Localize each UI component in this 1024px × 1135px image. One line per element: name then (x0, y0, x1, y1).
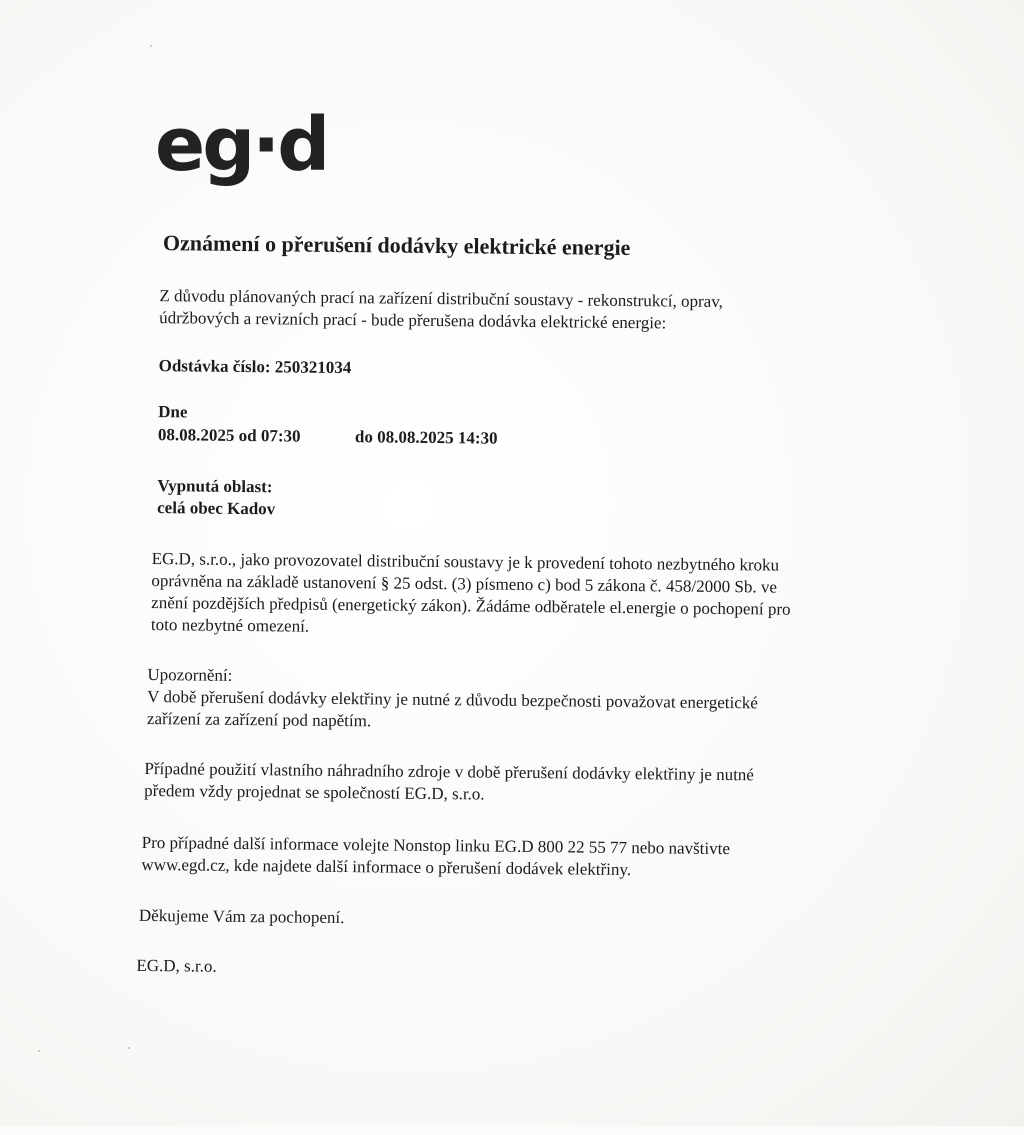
generator-line-2: předem vždy projednat se společností EG.D, s.r.o. (144, 780, 485, 804)
outage-day-label: Dne (158, 402, 188, 422)
legal-line-3: znění pozdějších předpisů (energetický zákon). Žádáme odběratele el.energie o pochopení pro (151, 593, 791, 619)
document-title: Oznámení o přerušení dodávky elektrické energie (162, 230, 631, 261)
legal-line-4: toto nezbytné omezení. (150, 615, 310, 636)
warning-label: Upozornění: (147, 664, 233, 685)
warning-line-2: zařízení za zařízení pod napětím. (146, 708, 372, 731)
outage-to: do 08.08.2025 14:30 (354, 427, 498, 448)
intro-line-1: Z důvodu plánovaných prací na zařízení distribuční soustavy - rekonstrukcí, oprav, (159, 286, 724, 312)
contact-line-1: Pro případné další informace volejte Nonstop linku EG.D 800 22 55 77 nebo navštivte (141, 832, 731, 859)
intro-line-2: údržbových a revizních prací - bude přerušena dodávka elektrické energie: (159, 308, 667, 333)
legal-line-1: EG.D, s.r.o., jako provozovatel distribuční soustavy je k provedení tohoto nezbytného kroku (151, 549, 780, 575)
generator-line-1: Případné použití vlastního náhradního zdroje v době přerušení dodávky elektřiny je nutné (144, 758, 755, 785)
outage-number: Odstávka číslo: 250321034 (158, 356, 352, 378)
outage-from: 08.08.2025 od 07:30 (157, 425, 301, 446)
warning-line-1: V době přerušení dodávky elektřiny je nutné z důvodu bezpečnosti považovat energetické (147, 686, 758, 713)
signature: EG.D, s.r.o. (136, 955, 217, 976)
thanks-line: Děkujeme Vám za pochopení. (138, 905, 345, 928)
egd-logo: eg·d (155, 102, 328, 188)
area-value: celá obec Kadov (157, 498, 276, 519)
area-label: Vypnutá oblast: (157, 476, 273, 497)
legal-line-2: oprávněna na základě ustanovení § 25 odst. (3) písmeno c) bod 5 zákona č. 458/2000 Sb. ve (151, 571, 778, 597)
contact-line-2: www.egd.cz, kde najdete další informace o přerušení dodávek elektřiny. (141, 854, 632, 880)
